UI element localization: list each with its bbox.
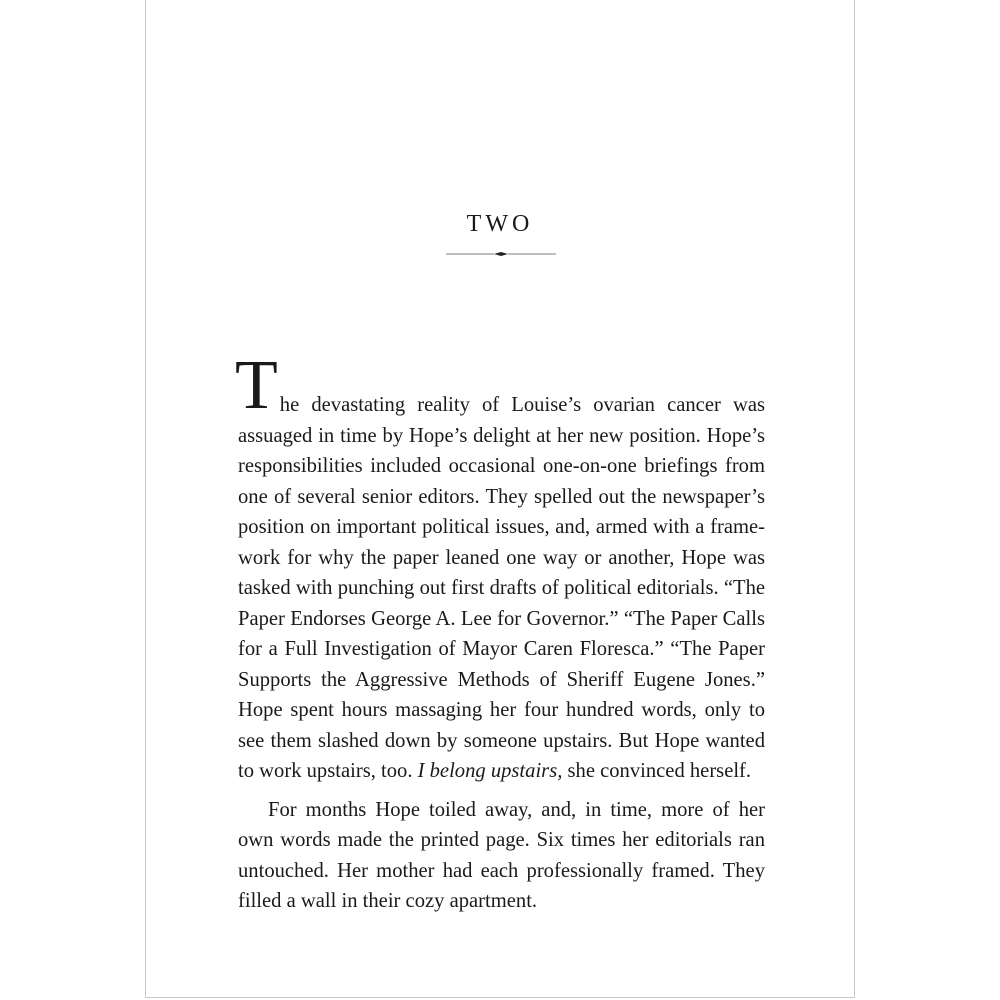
paragraph-1-italic: I belong upstairs, <box>417 760 563 782</box>
body-text <box>235 347 765 917</box>
paragraph-1 <box>235 347 765 787</box>
paragraph-1-text: he devastating reality of Louise’s ovarian cancer was assuaged in time by Hope’s delight at her new position. Hope’s responsibilities included occasional one-on-one briefings from one of several senior editors. They spelled out the newspaper’s position on important political issues, and, armed with a frame-work for why the paper leaned one way or another, Hope was tasked with punching out first drafts of political editorials. “The Paper Endorses George A. Lee for Governor.” “The Paper Calls for a Full Investigation of Mayor Caren Floresca.” “The Paper Supports the Aggressive Methods of Sheriff Eugene Jones.” Hope spent hours massaging her four hundred words, only to see them slashed down by someone upstairs. But Hope wanted to work upstairs, too. <box>238 394 765 782</box>
paragraph-2: For months Hope toiled away, and, in time, more of her own words made the printed page. Six times her editorials ran untouched. Her mother had each professionally framed. They filled a wall in their cozy apartment. <box>238 798 765 912</box>
divider-ornament-icon <box>446 249 556 259</box>
chapter-title: TWO <box>466 211 534 237</box>
paragraph-1-end: she convinced herself. <box>562 760 752 782</box>
drop-cap: T <box>235 347 278 424</box>
book-page <box>145 0 855 998</box>
